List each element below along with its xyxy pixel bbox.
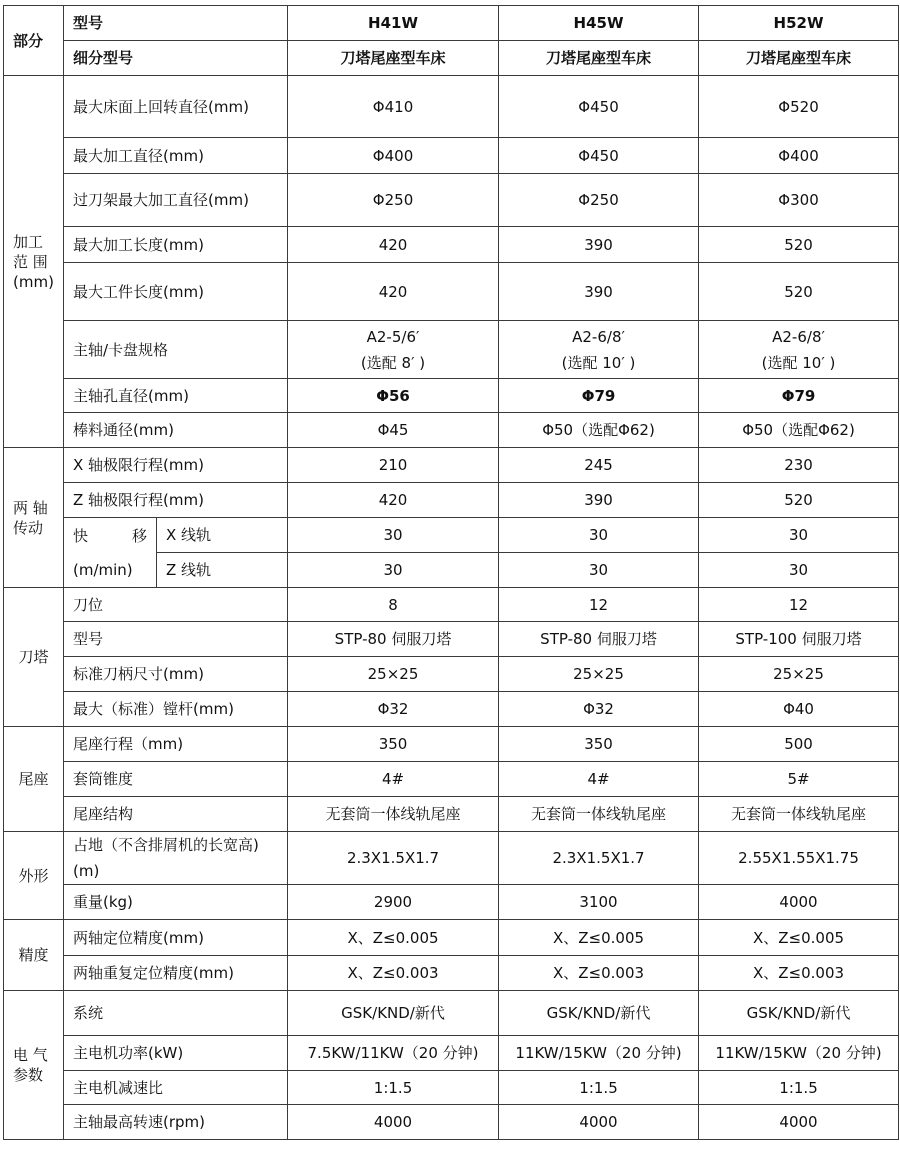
value-cell: 30 xyxy=(288,553,499,588)
param-label: 两轴定位精度(mm) xyxy=(64,920,288,956)
param-label: 主电机减速比 xyxy=(64,1071,288,1105)
value-cell: Φ56 xyxy=(288,379,499,413)
param-label xyxy=(64,832,288,885)
value-cell: 25×25 xyxy=(699,657,899,692)
value-cell: 245 xyxy=(499,448,699,483)
table-row xyxy=(4,138,899,174)
value-line: (选配 10′ ) xyxy=(561,353,636,372)
param-label: 套筒锥度 xyxy=(64,762,288,797)
section-label-line: 范 围 xyxy=(13,252,48,271)
value-cell: 420 xyxy=(288,227,499,263)
value-cell: GSK/KND/新代 xyxy=(499,991,699,1036)
section-label-line: 传动 xyxy=(13,518,44,537)
value-cell xyxy=(288,321,499,379)
value-cell: Φ400 xyxy=(288,138,499,174)
value-cell: 8 xyxy=(288,588,499,622)
value-cell: STP-80 伺服刀塔 xyxy=(499,622,699,657)
value-cell: 1:1.5 xyxy=(288,1071,499,1105)
value-cell: 11KW/15KW（20 分钟) xyxy=(699,1036,899,1071)
section-dimensions: 外形 xyxy=(4,832,64,920)
value-cell: STP-80 伺服刀塔 xyxy=(288,622,499,657)
value-cell: 4000 xyxy=(699,1105,899,1140)
rapid-label-b: 移 xyxy=(131,526,147,545)
table-row xyxy=(4,588,899,622)
value-cell: 7.5KW/11KW（20 分钟) xyxy=(288,1036,499,1071)
value-cell: 2.55X1.55X1.75 xyxy=(699,832,899,885)
value-line: A2-6/8′ xyxy=(572,327,625,346)
value-cell: Φ40 xyxy=(699,692,899,727)
value-cell: Φ400 xyxy=(699,138,899,174)
table-row xyxy=(4,1036,899,1071)
table-row xyxy=(4,832,899,885)
value-cell: Φ410 xyxy=(288,76,499,138)
value-cell: Φ50（选配Φ62) xyxy=(699,413,899,448)
section-label-line: (mm) xyxy=(13,272,54,291)
param-label: 最大加工长度(mm) xyxy=(64,227,288,263)
value-cell: 25×25 xyxy=(499,657,699,692)
value-cell: Φ450 xyxy=(499,76,699,138)
section-label-line: 参数 xyxy=(13,1066,44,1084)
value-cell xyxy=(499,321,699,379)
value-cell: 4000 xyxy=(699,885,899,920)
table-row xyxy=(4,727,899,762)
value-cell: GSK/KND/新代 xyxy=(288,991,499,1036)
section-two-axis-drive xyxy=(4,448,64,588)
value-cell: 30 xyxy=(699,518,899,553)
value-cell: 420 xyxy=(288,483,499,518)
value-cell: 500 xyxy=(699,727,899,762)
value-cell: Φ79 xyxy=(699,379,899,413)
value-cell: Φ32 xyxy=(288,692,499,727)
value-cell: 5# xyxy=(699,762,899,797)
value-cell: 12 xyxy=(699,588,899,622)
value-cell: Φ250 xyxy=(288,174,499,227)
table-row xyxy=(4,76,899,138)
value-cell xyxy=(699,321,899,379)
value-cell: Φ300 xyxy=(699,174,899,227)
param-label: 尾座行程（mm) xyxy=(64,727,288,762)
table-row xyxy=(4,518,899,553)
value-cell: 4# xyxy=(499,762,699,797)
value-cell: Φ50（选配Φ62) xyxy=(499,413,699,448)
header-row-submodel xyxy=(4,41,899,76)
table-row xyxy=(4,797,899,832)
value-cell: 1:1.5 xyxy=(499,1071,699,1105)
value-line: (选配 10′ ) xyxy=(761,353,836,372)
param-label: 最大加工直径(mm) xyxy=(64,138,288,174)
value-line: A2-6/8′ xyxy=(772,327,825,346)
param-label: 主轴/卡盘规格 xyxy=(64,321,288,379)
value-cell: 350 xyxy=(499,727,699,762)
table-row xyxy=(4,483,899,518)
value-cell: 30 xyxy=(699,553,899,588)
table-row xyxy=(4,263,899,321)
param-label: Z 线轨 xyxy=(157,553,288,588)
value-cell: X、Z≤0.003 xyxy=(699,956,899,991)
value-cell: 1:1.5 xyxy=(699,1071,899,1105)
section-label-line: 两 轴 xyxy=(13,498,48,517)
section-tailstock: 尾座 xyxy=(4,727,64,832)
table-row xyxy=(4,762,899,797)
section-electrical xyxy=(4,991,64,1140)
param-label: X 轴极限行程(mm) xyxy=(64,448,288,483)
param-label: 型号 xyxy=(64,622,288,657)
table-row xyxy=(4,920,899,956)
param-label: 最大工件长度(mm) xyxy=(64,263,288,321)
param-label: 系统 xyxy=(64,991,288,1036)
table-row xyxy=(4,448,899,483)
value-cell: 210 xyxy=(288,448,499,483)
table-row xyxy=(4,1071,899,1105)
value-cell: X、Z≤0.005 xyxy=(499,920,699,956)
rapid-label-line xyxy=(73,519,147,553)
param-label: 棒料通径(mm) xyxy=(64,413,288,448)
value-cell: X、Z≤0.005 xyxy=(699,920,899,956)
value-cell: 4000 xyxy=(288,1105,499,1140)
value-cell: Φ32 xyxy=(499,692,699,727)
value-cell: 11KW/15KW（20 分钟) xyxy=(499,1036,699,1071)
section-label-line: 电 气 xyxy=(13,1046,48,1064)
value-cell: 350 xyxy=(288,727,499,762)
value-cell: 390 xyxy=(499,263,699,321)
value-cell: Φ520 xyxy=(699,76,899,138)
table-row xyxy=(4,956,899,991)
param-label: 最大床面上回转直径(mm) xyxy=(64,76,288,138)
value-cell: 390 xyxy=(499,227,699,263)
param-label: 尾座结构 xyxy=(64,797,288,832)
value-cell: 520 xyxy=(699,483,899,518)
section-machining-range xyxy=(4,76,64,448)
value-cell: Φ45 xyxy=(288,413,499,448)
param-label: 主轴孔直径(mm) xyxy=(64,379,288,413)
rapid-traverse-label xyxy=(64,518,157,588)
value-cell: Φ250 xyxy=(499,174,699,227)
value-cell: 390 xyxy=(499,483,699,518)
param-line: 占地（不含排屑机的长宽高) xyxy=(73,836,259,854)
value-cell: 30 xyxy=(499,518,699,553)
submodel-label: 细分型号 xyxy=(64,41,288,76)
param-label: 过刀架最大加工直径(mm) xyxy=(64,174,288,227)
value-cell: 30 xyxy=(288,518,499,553)
table-row xyxy=(4,379,899,413)
param-label: 刀位 xyxy=(64,588,288,622)
param-label: 主轴最高转速(rpm) xyxy=(64,1105,288,1140)
value-cell: X、Z≤0.003 xyxy=(288,956,499,991)
table-row xyxy=(4,885,899,920)
submodel-h45w: 刀塔尾座型车床 xyxy=(499,41,699,76)
section-accuracy: 精度 xyxy=(4,920,64,991)
param-label: 标准刀柄尺寸(mm) xyxy=(64,657,288,692)
table-row xyxy=(4,622,899,657)
table-row xyxy=(4,321,899,379)
value-cell: 25×25 xyxy=(288,657,499,692)
param-label: X 线轨 xyxy=(157,518,288,553)
value-cell: 520 xyxy=(699,263,899,321)
header-row-model xyxy=(4,6,899,41)
section-header-label: 部分 xyxy=(4,6,64,76)
rapid-unit: (m/min) xyxy=(73,560,133,579)
section-label-line: 加工 xyxy=(13,232,44,251)
value-line: A2-5/6′ xyxy=(366,327,420,346)
value-cell: 2.3X1.5X1.7 xyxy=(499,832,699,885)
param-label: 主电机功率(kW) xyxy=(64,1036,288,1071)
model-label: 型号 xyxy=(64,6,288,41)
value-cell: 3100 xyxy=(499,885,699,920)
value-cell: GSK/KND/新代 xyxy=(699,991,899,1036)
value-cell: 12 xyxy=(499,588,699,622)
value-cell: 2.3X1.5X1.7 xyxy=(288,832,499,885)
param-label: Z 轴极限行程(mm) xyxy=(64,483,288,518)
rapid-label-a: 快 xyxy=(73,526,89,545)
model-h41w: H41W xyxy=(288,6,499,41)
value-line: (选配 8′ ) xyxy=(360,353,426,372)
submodel-h52w: 刀塔尾座型车床 xyxy=(699,41,899,76)
value-cell: 230 xyxy=(699,448,899,483)
table-row xyxy=(4,991,899,1036)
table-row xyxy=(4,227,899,263)
param-label: 两轴重复定位精度(mm) xyxy=(64,956,288,991)
value-cell: X、Z≤0.003 xyxy=(499,956,699,991)
section-turret: 刀塔 xyxy=(4,588,64,727)
table-row xyxy=(4,174,899,227)
value-cell: X、Z≤0.005 xyxy=(288,920,499,956)
value-cell: 无套筒一体线轨尾座 xyxy=(499,797,699,832)
value-cell: 420 xyxy=(288,263,499,321)
model-h52w: H52W xyxy=(699,6,899,41)
value-cell: Φ450 xyxy=(499,138,699,174)
value-cell: 4000 xyxy=(499,1105,699,1140)
value-cell: 无套筒一体线轨尾座 xyxy=(288,797,499,832)
table-row xyxy=(4,1105,899,1140)
value-cell: Φ79 xyxy=(499,379,699,413)
value-cell: 520 xyxy=(699,227,899,263)
spec-table xyxy=(3,5,899,1140)
value-cell: STP-100 伺服刀塔 xyxy=(699,622,899,657)
table-row xyxy=(4,692,899,727)
param-line: (m) xyxy=(73,862,100,880)
value-cell: 30 xyxy=(499,553,699,588)
model-h45w: H45W xyxy=(499,6,699,41)
value-cell: 2900 xyxy=(288,885,499,920)
param-label: 最大（标准）镗杆(mm) xyxy=(64,692,288,727)
param-label: 重量(kg) xyxy=(64,885,288,920)
value-cell: 4# xyxy=(288,762,499,797)
submodel-h41w: 刀塔尾座型车床 xyxy=(288,41,499,76)
value-cell: 无套筒一体线轨尾座 xyxy=(699,797,899,832)
table-row xyxy=(4,413,899,448)
table-row xyxy=(4,657,899,692)
